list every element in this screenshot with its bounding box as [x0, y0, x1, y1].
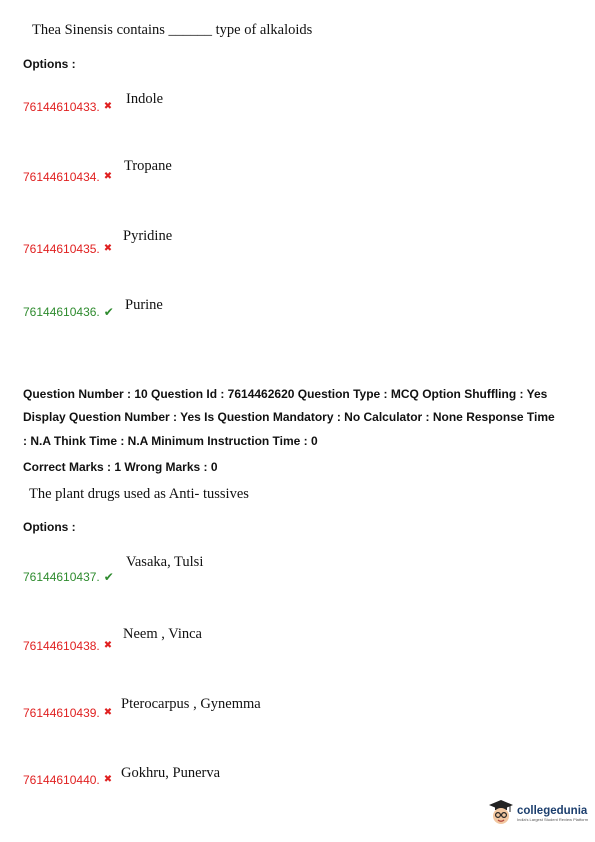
- options-label: Options :: [23, 520, 76, 534]
- correct-mark-icon: ✔: [103, 305, 114, 319]
- option-id: [23, 170, 112, 184]
- wrong-mark-icon: ✖: [103, 243, 113, 254]
- option-text: Tropane: [124, 158, 172, 174]
- option-text: Purine: [125, 297, 163, 313]
- option-id: [23, 242, 112, 256]
- question-text: Thea Sinensis contains ______ type of alkaloids: [32, 22, 313, 38]
- logo-brand-text: collegedunia: [517, 804, 588, 817]
- correct-mark-icon: ✔: [103, 570, 114, 584]
- option-id: [23, 570, 114, 584]
- question-meta-line: : N.A Think Time : N.A Minimum Instruction Time : 0: [23, 434, 318, 448]
- logo-tagline: India's Largest Student Review Platform: [517, 816, 589, 822]
- option-id: [23, 706, 112, 720]
- option-id-text: 76144610440.: [23, 773, 100, 787]
- option-text: Pyridine: [123, 228, 173, 244]
- option-id-text: 76144610437.: [23, 570, 100, 584]
- question-meta-line: Question Number : 10 Question Id : 7614462620 Question Type : MCQ Option Shuffling : Yes: [23, 387, 548, 401]
- wrong-mark-icon: ✖: [103, 171, 113, 182]
- option-id-text: 76144610433.: [23, 100, 100, 114]
- option-id: [23, 639, 112, 653]
- options-label: Options :: [23, 57, 76, 71]
- wrong-mark-icon: ✖: [103, 774, 113, 785]
- option-id-text: 76144610439.: [23, 706, 100, 720]
- question-meta-line: Display Question Number : Yes Is Question Mandatory : No Calculator : None Response Time: [23, 410, 555, 424]
- option-id-text: 76144610434.: [23, 170, 100, 184]
- option-id-text: 76144610435.: [23, 242, 100, 256]
- option-id-text: 76144610436.: [23, 305, 100, 319]
- option-text: Indole: [126, 91, 164, 107]
- option-id: [23, 100, 112, 114]
- option-id: [23, 305, 114, 319]
- collegedunia-logo: [488, 799, 588, 827]
- option-id: [23, 773, 112, 787]
- marks-line: Correct Marks : 1 Wrong Marks : 0: [23, 460, 218, 474]
- question-text: The plant drugs used as Anti- tussives: [29, 486, 249, 502]
- wrong-mark-icon: ✖: [103, 707, 113, 718]
- mascot-icon: [488, 799, 514, 827]
- option-id-text: 76144610438.: [23, 639, 100, 653]
- wrong-mark-icon: ✖: [103, 101, 113, 112]
- option-text: Gokhru, Punerva: [121, 765, 221, 781]
- option-text: Neem , Vinca: [123, 626, 202, 642]
- option-text: Vasaka, Tulsi: [126, 554, 204, 570]
- option-text: Pterocarpus , Gynemma: [121, 696, 261, 712]
- wrong-mark-icon: ✖: [103, 640, 113, 651]
